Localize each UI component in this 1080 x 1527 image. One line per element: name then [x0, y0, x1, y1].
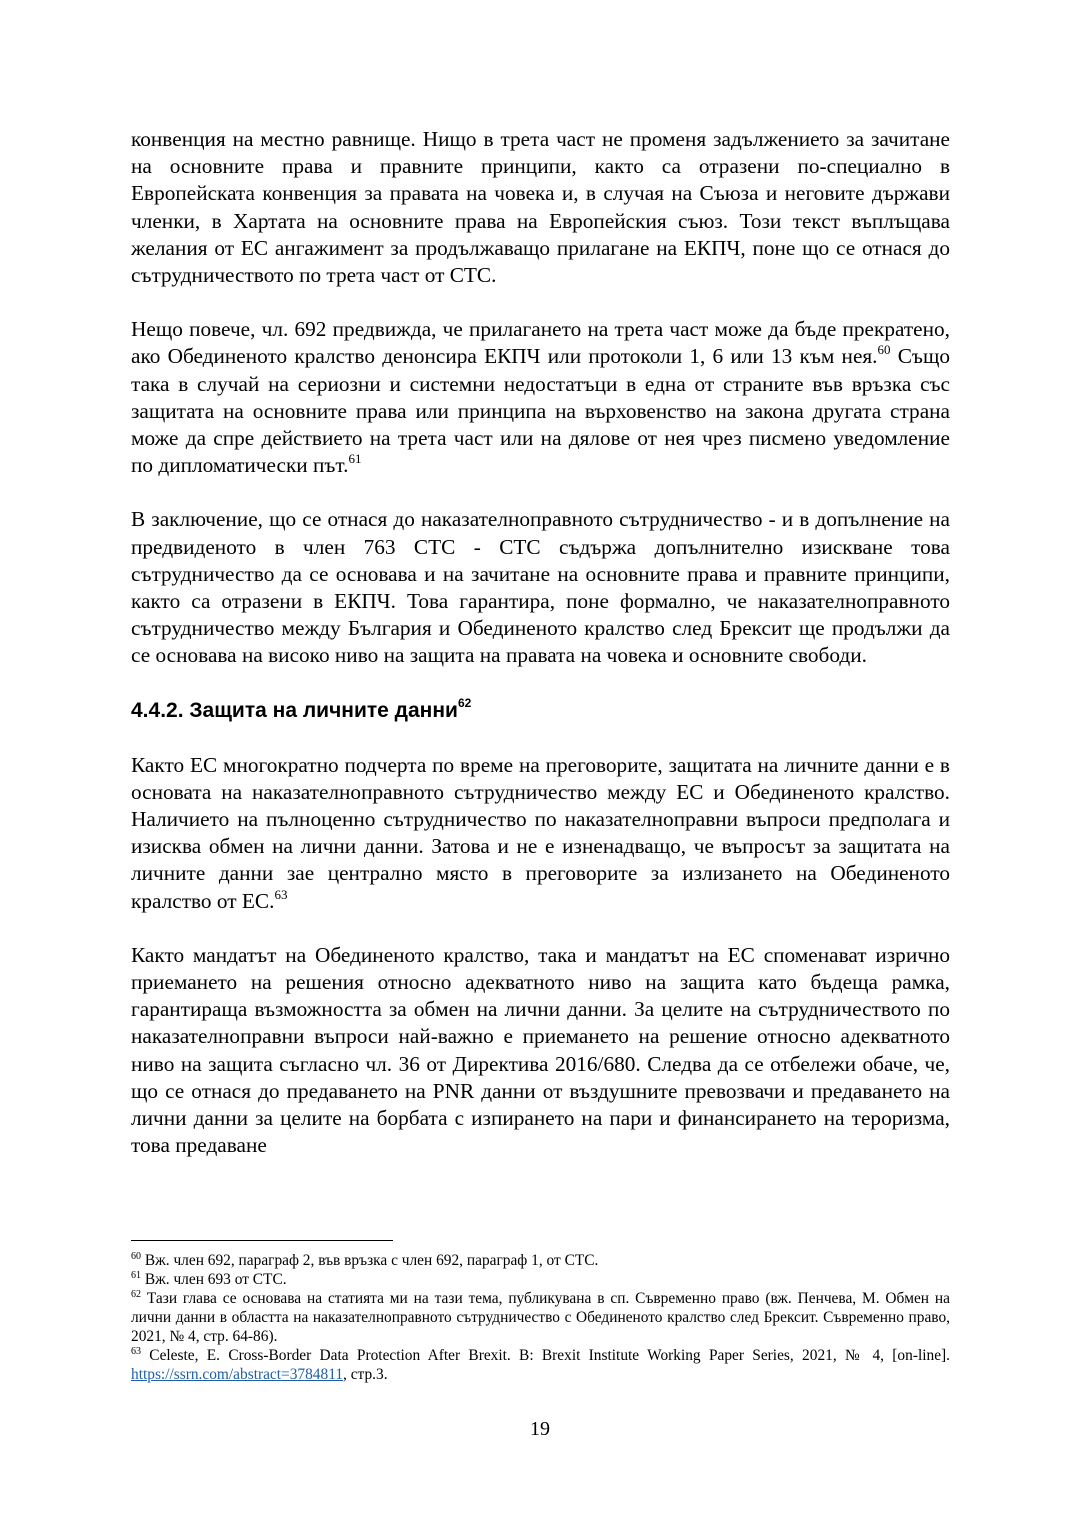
footnotes-section	[131, 1240, 950, 1384]
footnote-ref-61[interactable]: 61	[348, 451, 362, 467]
footnote-ref-60[interactable]: 60	[877, 342, 891, 358]
paragraph-2	[131, 316, 950, 479]
section-heading	[131, 697, 950, 724]
footnote-text: Тази глава се основава на статията ми на тази тема, публикувана в сп. Съвременно право (вж. Пенчева, М. Обмен на лични данни в областта на наказателноправното сътрудничество с Обединеното кралство след Брексит. Съвременно право, 2021, № 4, стр. 64-86).	[131, 1290, 950, 1345]
footnote-60	[131, 1251, 950, 1270]
ssrn-link[interactable]: https://ssrn.com/abstract=3784811	[131, 1366, 344, 1383]
footnote-text-after: , стр.3.	[343, 1366, 388, 1383]
paragraph-2-text-b: Също така в случай на сериозни и системни недостатъци в една от страните във връзка със защитата на основните права или принципа на върховенство на закона другата страна може да спре действието на трета част или на дялове от нея чрез писмено уведомление по дипломатически път.	[131, 344, 950, 478]
paragraph-4-text: Както ЕС многократно подчерта по време на преговорите, защитата на личните данни е в основата на наказателноправното сътрудничество между ЕС и Обединеното кралство. Наличието на пълноценно сътрудничество по наказателноправни въпроси предполага и изисква обмен на лични данни. Затова и не е изненадващо, че въпросът за защитата на личните данни зае централно място в преговорите за излизането на Обединеното кралство от ЕС.	[131, 752, 950, 913]
paragraph-1-text: конвенция на местно равнище. Нищо в трета част не променя задължението за зачитане на основните права и правните принципи, както са отразени по-специално в Европейската конвенция за правата на човека и, в случая на Съюза и неговите държави членки, в Хартата на основните права на Европейския съюз. Този текст въплъщава желания от ЕС ангажимент за продължаващо прилагане на ЕКПЧ, поне що се отнася до сътрудничеството по трета част от СТС.	[131, 127, 950, 288]
footnote-number: 62	[131, 1289, 141, 1300]
footnote-61	[131, 1270, 950, 1289]
paragraph-4	[131, 752, 950, 915]
document-body	[131, 126, 950, 1187]
paragraph-3	[131, 506, 950, 669]
footnote-number: 60	[131, 1251, 141, 1262]
footnote-ref-63[interactable]: 63	[274, 886, 288, 902]
footnote-text: Вж. член 692, параграф 2, във връзка с член 692, параграф 1, от СТС.	[141, 1252, 599, 1269]
paragraph-5	[131, 942, 950, 1160]
paragraph-3-text: В заключение, що се отнася до наказателноправното сътрудничество - и в допълнение на предвиденото в член 763 СТС - СТС съдържа допълнително изискване това сътрудничество да се основава и на зачитане на основните права и правните принципи, както са отразени в ЕКПЧ. Това гарантира, поне формално, че наказателноправното сътрудничество между България и Обединеното кралство след Брексит ще продължи да се основава на високо ниво на защита на правата на човека и основните свободи.	[131, 507, 950, 668]
footnote-ref-62[interactable]: 62	[457, 695, 472, 710]
footnote-divider	[131, 1240, 393, 1241]
footnote-62	[131, 1289, 950, 1346]
paragraph-2-text-a: Нещо повече, чл. 692 предвижда, че прилагането на трета част може да бъде прекратено, ако Обединеното кралство денонсира ЕКПЧ или протоколи 1, 6 или 13 към нея.	[131, 317, 950, 369]
paragraph-5-text: Както мандатът на Обединеното кралство, така и мандатът на ЕС споменават изрично приемането на решения относно адекватното ниво на защита като бъдеща рамка, гарантираща възможността за обмен на лични данни. За целите на сътрудничеството по наказателноправни въпроси най-важно е приемането на решение относно адекватното ниво на защита съгласно чл. 36 от Директива 2016/680. Следва да се отбележи обаче, че, що се отнася до предаването на PNR данни от въздушните превозвачи и предаването на лични данни за целите на борбата с изпирането на пари и финансирането на тероризма, това предаване	[131, 942, 950, 1158]
footnote-63	[131, 1346, 950, 1384]
footnote-text: Вж. член 693 от СТС.	[141, 1271, 287, 1288]
section-heading-text: 4.4.2. Защита на личните данни	[131, 698, 458, 722]
paragraph-1	[131, 126, 950, 289]
page-number: 19	[530, 1418, 550, 1440]
footnote-number: 61	[131, 1270, 141, 1281]
footnote-number: 63	[131, 1346, 141, 1357]
footnote-text-before: Celeste, E. Cross-Border Data Protection After Brexit. В: Brexit Institute Working Paper Series, 2021, № 4, [on-line].	[141, 1347, 950, 1364]
